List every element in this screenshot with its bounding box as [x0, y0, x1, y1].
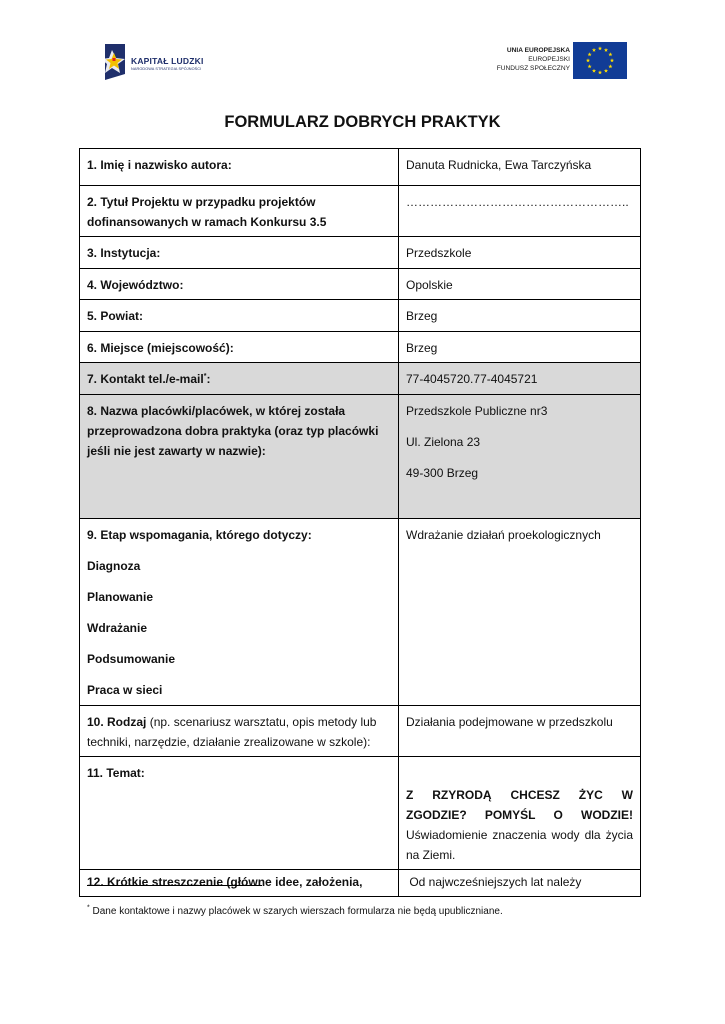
eu-logo: [480, 42, 630, 82]
rodzaj-hint: (np. scenariusz warsztatu, opis metody lub techniki, narzędzie, działanie zrealizowane w szkole):: [87, 715, 377, 749]
table-row: [80, 870, 641, 897]
eu-star-icon: [592, 69, 596, 73]
row-label: [80, 519, 399, 706]
temat-title: Z RZYRODĄ CHCESZ ŻYC W ZGODZIE? POMYŚL O WODZIE!: [406, 788, 633, 822]
row-label: 5. Powiat:: [80, 300, 399, 332]
placowka-street: Ul. Zielona 23: [406, 435, 481, 449]
kapital-ludzki-emblem-icon: [103, 44, 127, 80]
eu-star-icon: [610, 58, 614, 62]
kapital-ludzki-logo: [103, 44, 213, 84]
form-table: [79, 148, 641, 897]
table-row: [80, 519, 641, 706]
table-row: [80, 757, 641, 870]
eu-logo-text: [497, 46, 570, 73]
row-value: Przedszkole: [399, 237, 641, 269]
row-value: [399, 757, 641, 870]
table-row: [80, 269, 641, 300]
row-value: ………………………………………………..: [399, 186, 641, 237]
kapital-ludzki-subtitle: NARODOWA STRATEGIA SPÓJNOŚCI: [131, 67, 202, 71]
eu-star-icon: [586, 58, 590, 62]
row-label: 8. Nazwa placówki/placówek, w której została przeprowadzona dobra praktyka (oraz typ placówki jeśli nie jest zawarty w nazwie):: [80, 395, 399, 519]
footnote-text: Dane kontaktowe i nazwy placówek w szarych wierszach formularza nie będą upubliczniane.: [89, 906, 503, 917]
row-label: [80, 706, 399, 757]
contact-label-suffix: :: [206, 372, 211, 386]
temat-desc: Uświadomienie znaczenia wody dla życia na Ziemi.: [406, 828, 633, 862]
footnote-mark: *: [87, 904, 90, 912]
contact-label: 7. Kontakt tel./e-mail: [87, 372, 204, 386]
row-value: Opolskie: [399, 269, 641, 300]
row-value: Brzeg: [399, 300, 641, 332]
etap-option: Diagnoza: [87, 559, 141, 573]
eu-star-icon: [604, 69, 608, 73]
eu-stars-icon: [573, 42, 627, 79]
etap-option: Wdrażanie: [87, 621, 148, 635]
placowka-name: Przedszkole Publiczne nr3: [406, 404, 548, 418]
etap-option: Planowanie: [87, 590, 154, 604]
page-header: [0, 0, 725, 100]
etap-label: 9. Etap wspomagania, którego dotyczy:: [87, 528, 312, 542]
row-value: Od najwcześniejszych lat należy: [399, 870, 641, 897]
temat-text: [406, 785, 633, 865]
table-row: [80, 149, 641, 186]
footnote: [87, 906, 503, 917]
row-label: [80, 363, 399, 395]
row-value: Brzeg: [399, 332, 641, 363]
row-value: Danuta Rudnicka, Ewa Tarczyńska: [399, 149, 641, 186]
row-value: Działania podejmowane w przedszkolu: [399, 706, 641, 757]
eu-star-icon: [588, 52, 592, 56]
eu-star-icon: [598, 70, 602, 74]
table-row: [80, 332, 641, 363]
table-row: [80, 363, 641, 395]
eu-star-icon: [604, 48, 608, 52]
row-value: Wdrażanie działań proekologicznych: [399, 519, 641, 706]
row-label: 12. Krótkie streszczenie (główne idee, założenia,: [80, 870, 399, 897]
eu-star-icon: [598, 46, 602, 50]
eu-star-icon: [592, 48, 596, 52]
kapital-ludzki-title: KAPITAŁ LUDZKI: [131, 56, 204, 66]
table-row: [80, 186, 641, 237]
eu-line-2: EUROPEJSKI: [528, 56, 570, 63]
eu-line-3: FUNDUSZ SPOŁECZNY: [496, 65, 570, 72]
row-value: [399, 395, 641, 519]
placowka-city: 49-300 Brzeg: [406, 466, 479, 480]
row-label: 11. Temat:: [80, 757, 399, 870]
row-label: 4. Województwo:: [80, 269, 399, 300]
eu-star-icon: [608, 64, 612, 68]
etap-option: Praca w sieci: [87, 683, 163, 697]
footnote-mark: *: [203, 373, 207, 380]
table-row: [80, 706, 641, 757]
table-row: [80, 237, 641, 269]
eu-star-icon: [608, 52, 612, 56]
row-label: 2. Tytuł Projektu w przypadku projektów dofinansowanych w ramach Konkursu 3.5: [80, 186, 399, 237]
row-label: 6. Miejsce (miejscowość):: [80, 332, 399, 363]
table-row: [80, 300, 641, 332]
page-title: FORMULARZ DOBRYCH PRAKTYK: [224, 113, 501, 131]
row-label: 1. Imię i nazwisko autora:: [80, 149, 399, 186]
row-value: 77-4045720.77-4045721: [399, 363, 641, 395]
eu-star-icon: [588, 64, 592, 68]
eu-line-1: UNIA EUROPEJSKA: [506, 47, 570, 54]
footnote-separator: [87, 885, 262, 886]
row-label: 3. Instytucja:: [80, 237, 399, 269]
eu-flag-icon: [573, 42, 627, 79]
table-row: [80, 395, 641, 519]
etap-option: Podsumowanie: [87, 652, 176, 666]
rodzaj-label: 10. Rodzaj: [87, 715, 147, 729]
